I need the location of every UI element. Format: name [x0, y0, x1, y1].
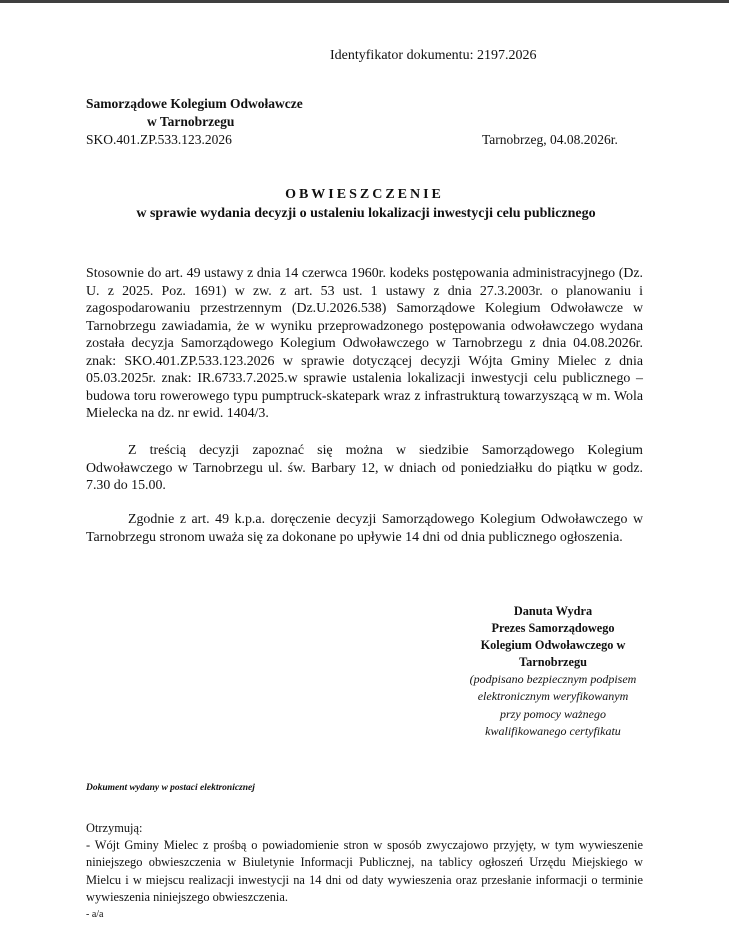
signer-title-line-3: Tarnobrzegu: [519, 655, 587, 669]
document-title: OBWIESZCZENIE: [285, 187, 444, 202]
sender-name: Samorządowe Kolegium Odwoławcze: [86, 96, 303, 111]
reference-number: SKO.401.ZP.533.123.2026: [86, 132, 232, 147]
signature-note-line-2: elektronicznym weryfikowanym: [477, 689, 629, 704]
signer-name: Danuta Wydra: [513, 604, 593, 618]
recipient-item-1: - Wójt Gminy Mielec z prośbą o powiadomienie stron w sposób zwyczajowo przyjęty, w tym wywieszenie niniejszego obwieszczenia w Biuletynie Informacji Publicznej, na tablicy ogłoszeń Urzędu Miejskiego w Mielcu i w miejscu realizacji inwestycji na 14 dni od daty wywieszenia oraz przesłanie informacji o terminie wywieszenia niniejszego obwieszczenia.: [86, 838, 643, 904]
signature-note-line-1: (podpisano bezpiecznym podpisem: [469, 672, 637, 686]
recipient-item-2: - a/a: [86, 909, 104, 921]
body-paragraph-1: Stosownie do art. 49 ustawy z dnia 14 czerwca 1960r. kodeks postępowania administracyjnego (Dz. U. z 2025. Poz. 1691) w zw. z art. 53 ust. 1 ustawy z dnia 27.3.2003r. o planowaniu i zagospodarowaniu przestrzennym (Dz.U.2026.538) Samorządowe Kolegium Odwoławcze w Tarnobrzegu zawiadamia, że w wyniku przeprowadzonego postępowania odwoławczego wydana została decyzja Samorządowego Kolegium Odwoławczego w Tarnobrzegu z dnia 04.08.2026r. znak: SKO.401.ZP.533.123.2026 w sprawie dotyczącej decyzji Wójta Gminy Mielec z dnia 05.03.2025r. znak: IR.6733.7.2025.w sprawie ustalenia lokalizacji inwestycji celu publicznego – budowa toru rowerowego typu pumptruck-skatepark wraz z infrastrukturą towarzyszącą w m. Wola Mielecka na dz. nr ewid. 1404/3.: [86, 266, 643, 421]
recipients-section: [86, 820, 643, 923]
electronic-document-note: Dokument wydany w postaci elektronicznej: [86, 783, 255, 793]
signature-note: [462, 671, 644, 741]
document-id: Identyfikator dokumentu: 2197.2026: [330, 48, 537, 63]
place-date: Tarnobrzeg, 04.08.2026r.: [482, 132, 618, 147]
sender-block: [86, 95, 303, 131]
body-paragraph-2: Z treścią decyzji zapoznać się można w siedzibie Samorządowego Kolegium Odwoławczego w Tarnobrzegu ul. św. Barbary 12, w dniach od poniedziałku do piątku w godz. 7.30 do 15.00.: [86, 443, 643, 493]
recipients-heading: Otrzymują:: [86, 821, 143, 835]
signer-title-line-1: Prezes Samorządowego: [491, 621, 615, 635]
signature-block: [462, 603, 644, 671]
sender-location: w Tarnobrzegu: [147, 114, 235, 129]
signer-title-line-2: Kolegium Odwoławczego w: [480, 638, 626, 652]
signature-note-line-3: przy pomocy ważnego: [500, 706, 606, 721]
document-subtitle: w sprawie wydania decyzji o ustaleniu lokalizacji inwestycji celu publicznego: [136, 206, 596, 221]
signature-note-line-4: kwalifikowanego certyfikatu: [485, 724, 621, 739]
window-top-border: [0, 0, 729, 3]
body-paragraph-3: Zgodnie z art. 49 k.p.a. doręczenie decyzji Samorządowego Kolegium Odwoławczego w Tarnobrzegu stronom uważa się za dokonane po upływie 14 dni od dnia publicznego ogłoszenia.: [86, 512, 643, 545]
